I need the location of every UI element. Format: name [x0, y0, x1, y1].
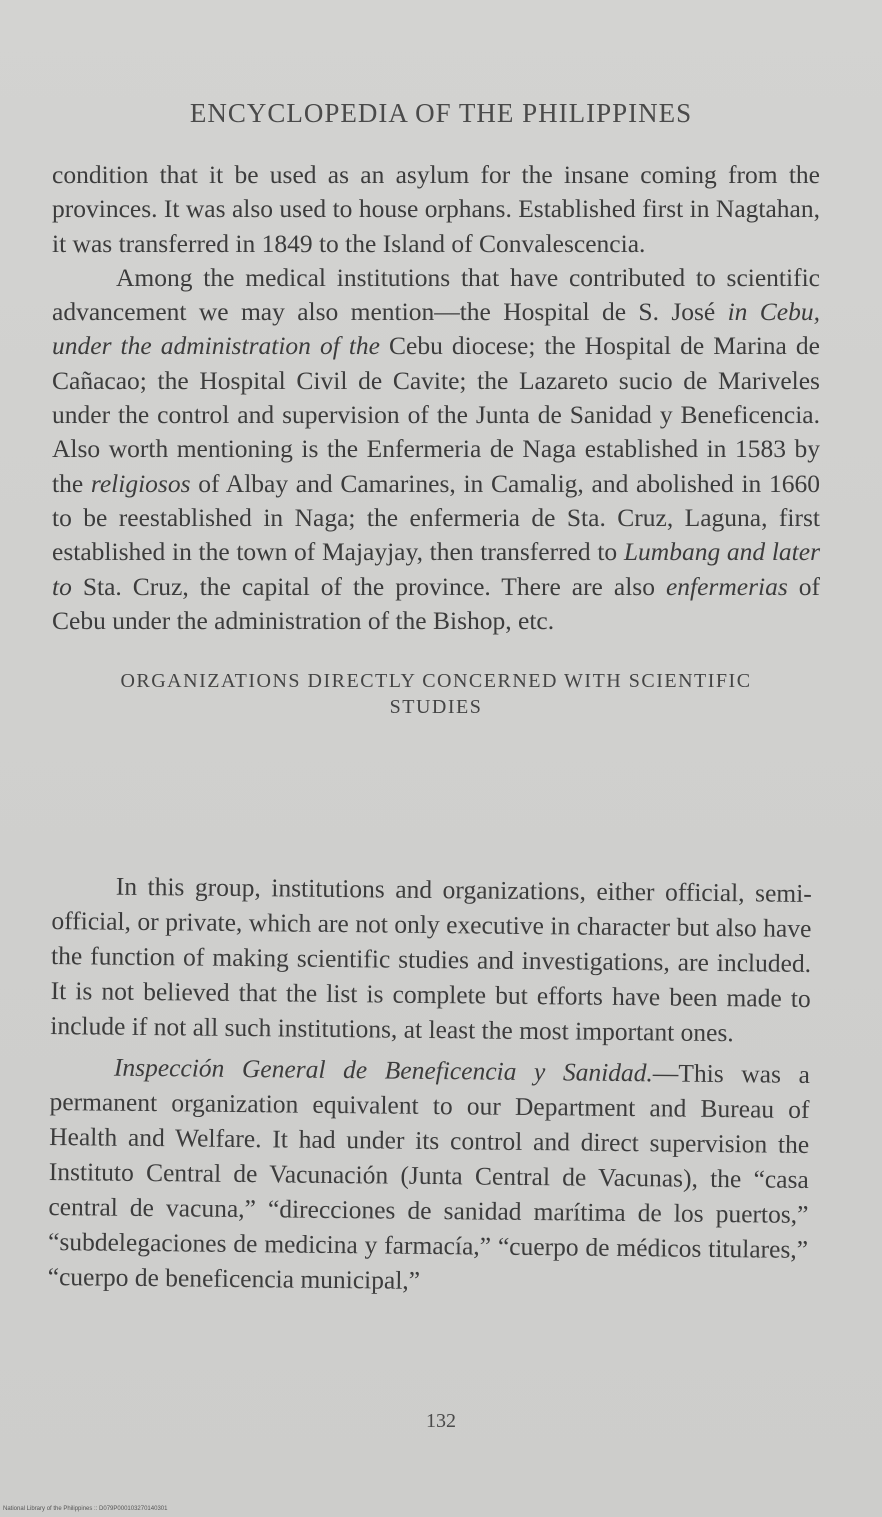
paragraph-4-italic-title: Inspección General de Beneficencia y Sanidad. [113, 1052, 654, 1088]
paragraph-2-italic-b: in Cebu, under the administration of the [52, 297, 820, 361]
paragraph-2-part-i: of Cebu under the administration of the Bishop, etc. [52, 571, 820, 635]
paragraph-3: In this group, institutions and organizations, either official, semi-official, or private, which are not only executive in character but also have the function of making scientific studies and investigations, are included. It is not believed that the list is complete but efforts have been made to include if not all such institutions, at least the most important ones. [50, 871, 812, 1048]
paragraph-1: condition that it be used as an asylum for the insane coming from the provinces. It was also used to house orphans. Established first in Nagtahan, it was transferred in 1849 to the Island of Convalescencia. [52, 160, 820, 258]
paragraph-4-body: —This was a permanent organization equivalent to our Department and Bureau of Health and Welfare. It had under its control and direct supervision the Instituto Central de Vacunación (Junta Central de Vacunas), the “casa central de vacuna,” “direcciones de sanidad marítima de los puertos,” “subdelegaciones de medicina y farmacía,” “cuerpo de médicos titulares,” “cuerpo de beneficencia municipal,” [47, 1058, 811, 1295]
paragraph-2 [52, 261, 820, 638]
section-heading-line-2: STUDIES [389, 696, 483, 719]
running-header: ENCYCLOPEDIA OF THE PHILIPPINES [189, 98, 693, 128]
section-heading [52, 668, 820, 720]
lower-text-block [48, 868, 812, 1302]
upper-text-block [52, 158, 820, 742]
paragraph-2-part-a: Among the medical institutions that have contributed to scientific advancement we may also mention—the Hospital de S. José [52, 262, 820, 327]
paragraph-2-part-g: Sta. Cruz, the capital of the province. There are also [71, 571, 666, 601]
page-number: 132 [426, 1410, 456, 1432]
paragraph-4 [48, 1049, 811, 1302]
archive-credit: National Library of the Philippines :: D079P000103270140301 [3, 1506, 168, 1512]
paragraph-2-italic-h: enfermerias [665, 571, 788, 601]
paragraph-2-part-c: Cebu diocese; the Hospital de Marina de Cañacao; the Hospital Civil de Cavite; the Lazareto sucio de Mariveles under the control and supervision of the Junta de Sanidad y Beneficencia. Also worth mentioning is the Enfermeria de Naga established in 1583 by the [52, 331, 820, 498]
paragraph-2-italic-d: religiosos [90, 468, 191, 498]
paragraph-2-italic-f: Lumbang and later to [52, 537, 820, 601]
section-heading-line-1: ORGANIZATIONS DIRECTLY CONCERNED WITH SCIENTIFIC [120, 670, 752, 693]
paragraph-2-part-e: of Albay and Camarines, in Camalig, and abolished in 1660 to be reestablished in Naga; the enfermeria de Sta. Cruz, Laguna, first established in the town of Majayjay, then transferred to [52, 468, 821, 567]
